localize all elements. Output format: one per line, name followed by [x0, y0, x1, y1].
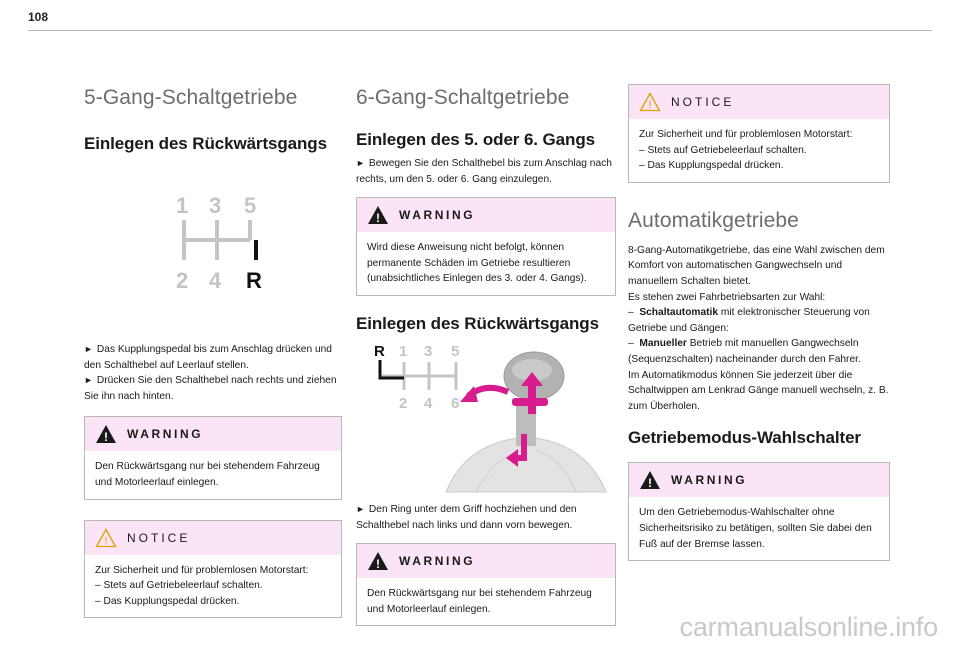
- notice-item: – Stets auf Getriebeleerlauf schalten.: [95, 580, 263, 592]
- arrow-bullet-icon: ►: [356, 158, 365, 168]
- automatic-paddles: Im Automatikmodus können Sie jederzeit über die Schaltwippen am Lenkrad Gänge manuell wechseln, z. B. zum Überholen.: [628, 369, 889, 412]
- arrow-bullet-icon: ►: [356, 503, 365, 514]
- automatic-intro: 8-Gang-Automatikgetriebe, das eine Wahl zwischen dem Komfort von automatischen Gangwechseln und manuellem Schalten bietet.: [628, 244, 885, 287]
- arrow-bullet-icon: ►: [84, 344, 93, 354]
- gear-r-label: R: [374, 342, 385, 360]
- notice-content: [629, 119, 889, 182]
- svg-text:!: !: [104, 535, 108, 548]
- gear-lever-illustration: [356, 342, 616, 502]
- svg-text:!: !: [376, 211, 380, 226]
- gear-2-label: 2: [399, 394, 408, 412]
- gear-1-label: 1: [399, 342, 408, 360]
- gear-2-label: 2: [176, 268, 189, 293]
- warning-text: Den Rückwärtsgang nur bei stehendem Fahrzeug und Motorleerlauf einlegen.: [95, 461, 320, 488]
- warning-triangle-icon: [95, 424, 117, 444]
- notice-content: [85, 555, 341, 618]
- svg-text:!: !: [648, 476, 652, 491]
- warning-triangle-icon: [639, 470, 661, 490]
- notice-label: NOTICE: [671, 95, 735, 109]
- notice-item: – Das Kupplungspedal drücken.: [95, 595, 240, 607]
- column-5-speed: [84, 74, 342, 618]
- warning-box-reverse-5: [84, 416, 342, 499]
- subheading-5th-6th-gear: Einlegen des 5. oder 6. Gangs: [356, 130, 595, 149]
- step-clutch: ► Das Kupplungspedal bis zum Anschlag drücken und den Schalthebel auf Leerlauf stellen.: [84, 344, 332, 371]
- notice-intro: Zur Sicherheit und für problemlosen Motorstart:: [639, 129, 853, 140]
- mode-manual: – Manueller Betrieb mit manuellen Gangwechseln (Sequenzschalten) nacheinander durch den Fahrer.: [628, 338, 861, 365]
- warning-text: Den Rückwärtsgang nur bei stehendem Fahrzeug und Motorleerlauf einlegen.: [367, 588, 592, 615]
- svg-text:!: !: [376, 557, 380, 572]
- notice-item: – Das Kupplungspedal drücken.: [639, 160, 784, 172]
- warning-text: Wird diese Anweisung nicht befolgt, können permanente Schäden im Getriebe resultieren (unabsichtliches Einlegen des 3. oder 4. Gangs).: [367, 242, 587, 285]
- arrow-bullet-icon: ►: [84, 375, 93, 386]
- notice-item: – Stets auf Getriebeleerlauf schalten.: [639, 144, 807, 156]
- gear-1-label: 1: [176, 193, 189, 218]
- subheading-reverse-6-speed: Einlegen des Rückwärtsgangs: [356, 313, 599, 333]
- warning-header: [85, 417, 341, 451]
- gear-3-label: 3: [209, 193, 222, 218]
- notice-header: [85, 521, 341, 555]
- warning-label: WARNING: [399, 208, 476, 223]
- step-5th-6th-gear: ► Bewegen Sie den Schalthebel bis zum Anschlag nach rechts, um den 5. oder 6. Gang einzulegen.: [356, 158, 612, 185]
- page-number: 108: [28, 10, 49, 24]
- automatic-modes-intro: Es stehen zwei Fahrbetriebsarten zur Wahl:: [628, 291, 826, 303]
- column-6-speed: [356, 74, 616, 626]
- svg-text:!: !: [648, 99, 652, 112]
- warning-label: WARNING: [399, 554, 476, 569]
- warning-header: [629, 463, 889, 497]
- svg-text:!: !: [104, 430, 108, 445]
- step-push-lever: ► Drücken Sie den Schalthebel nach rechts und ziehen Sie ihn nach hinten.: [84, 375, 337, 402]
- notice-box-engine-start: [628, 84, 890, 183]
- notice-label: NOTICE: [127, 530, 191, 545]
- section-title-automatic: Automatikgetriebe: [628, 208, 799, 232]
- gear-4-label: 4: [424, 394, 433, 412]
- top-rule: [28, 30, 932, 31]
- section-title-5-speed: 5-Gang-Schaltgetriebe: [84, 86, 298, 109]
- warning-box-gearbox-damage: [356, 197, 616, 296]
- notice-intro: Zur Sicherheit und für problemlosen Motorstart:: [95, 564, 309, 576]
- warning-triangle-icon: [367, 551, 389, 571]
- warning-label: WARNING: [671, 473, 748, 488]
- gear-r-label: R: [246, 268, 262, 293]
- notice-header: [629, 85, 889, 119]
- subheading-mode-selector: Getriebemodus-Wahlschalter: [628, 428, 861, 448]
- warning-header: [357, 544, 615, 578]
- column-automatic: [628, 84, 890, 561]
- step-pull-ring: ► Den Ring unter dem Griff hochziehen und den Schalthebel nach links und dann vorn bewegen.: [356, 503, 577, 531]
- mode-automatic: – Schaltautomatik mit elektronischer Steuerung von Getriebe und Gängen:: [628, 307, 870, 334]
- warning-triangle-icon: [367, 205, 389, 225]
- warning-box-reverse-6: [356, 543, 616, 626]
- warning-box-mode-selector: [628, 462, 890, 561]
- gear-pattern-5-speed-diagram: [84, 186, 342, 306]
- notice-box-5-speed: [84, 520, 342, 619]
- warning-text: Um den Getriebemodus-Wahlschalter ohne Sicherheitsrisiko zu betätigen, sollten Sie dabei den Fuß auf der Bremse lassen.: [639, 507, 872, 550]
- notice-triangle-icon: [639, 92, 661, 112]
- warning-label: WARNING: [127, 427, 204, 442]
- watermark: carmanualsonline.info: [679, 612, 938, 642]
- gear-3-label: 3: [424, 342, 433, 360]
- subheading-reverse-5-speed: Einlegen des Rückwärtsgangs: [84, 134, 327, 153]
- gear-4-label: 4: [209, 268, 222, 293]
- section-title-6-speed: 6-Gang-Schaltgetriebe: [356, 86, 570, 109]
- gear-5-label: 5: [451, 342, 460, 360]
- gear-6-label: 6: [451, 394, 460, 412]
- gear-5-label: 5: [244, 193, 257, 218]
- warning-header: [357, 198, 615, 232]
- notice-triangle-icon: [95, 528, 117, 548]
